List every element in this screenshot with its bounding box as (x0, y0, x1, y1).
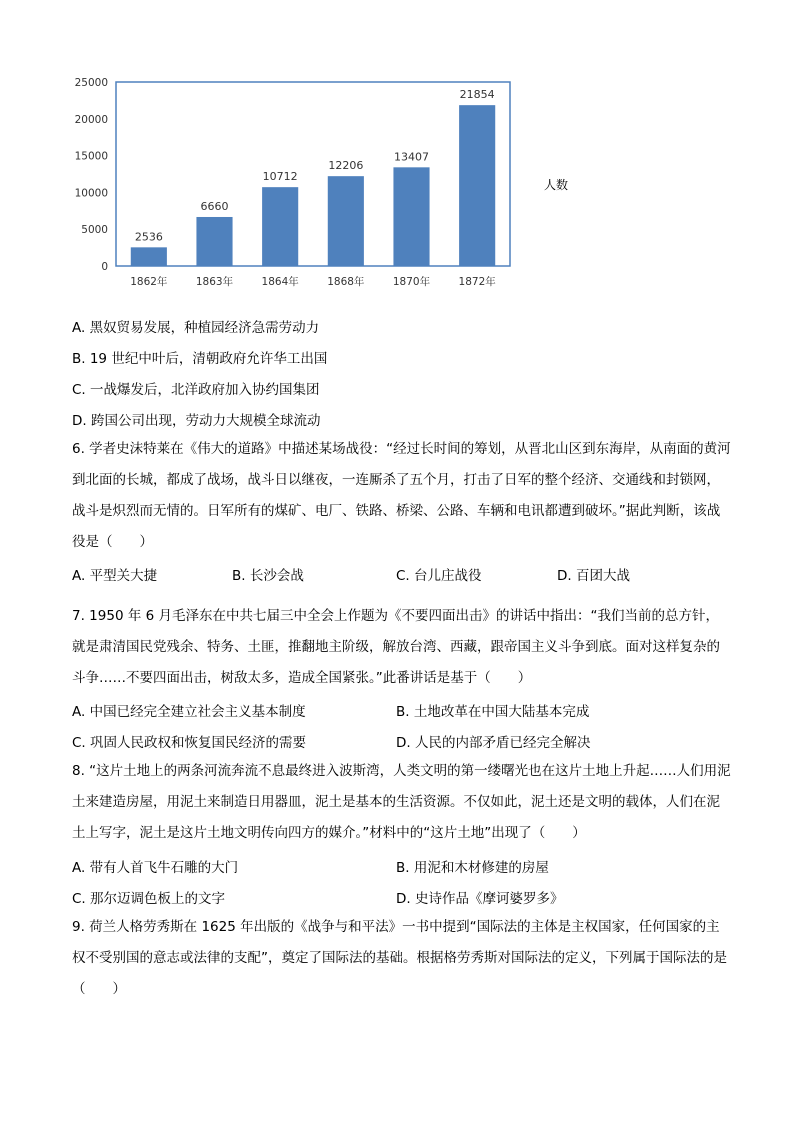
y-tick-label: 25000 (74, 77, 108, 89)
x-axis-tick-labels (130, 275, 496, 288)
q6-option-a: A. 平型关大捷 (72, 568, 158, 584)
q5-option-c: C. 一战爆发后，北洋政府加入协约国集团 (72, 382, 320, 398)
bar (459, 105, 495, 266)
q8-option-a: A. 带有人首飞牛石雕的大门 (72, 860, 239, 876)
q6-option-d: D. 百团大战 (557, 568, 630, 584)
q6-stem: 6. 学者史沫特莱在《伟大的道路》中描述某场战役：“经过长时间的筹划，从晋北山区到东海岸，从南面的黄河到北面的长城，都成了战场，战斗日以继夜，一连厮杀了五个月，打击了日军的整个经济、交通线和封锁网，战斗是炽烈而无情的。日军所有的煤矿、电厂、铁路、桥梁、公路、车辆和电讯都遭到破坏。”据此判断，该战役是（ ） (72, 441, 731, 550)
x-tick-label: 1872年 (458, 276, 496, 288)
data-labels (135, 88, 495, 243)
q5-option-b: B. 19 世纪中叶后，清朝政府允许华工出国 (72, 351, 328, 367)
q7-option-b: B. 土地改革在中国大陆基本完成 (396, 704, 590, 720)
bars (131, 105, 495, 266)
q8-option-d: D. 史诗作品《摩诃婆罗多》 (396, 891, 564, 907)
plot-frame (116, 82, 510, 266)
data-label: 6660 (200, 199, 229, 213)
q9-stem: 9. 荷兰人格劳秀斯在 1625 年出版的《战争与和平法》一书中提到“国际法的主体是主权国家，任何国家的主权不受别国的意志或法律的支配”，奠定了国际法的基础。根据格劳秀斯对国际法的定义，下列属于国际法的是（ ） (72, 919, 727, 997)
q7-option-d: D. 人民的内部矛盾已经完全解决 (396, 735, 591, 751)
x-tick-label: 1870年 (392, 276, 431, 288)
q6-option-b: B. 长沙会战 (232, 568, 304, 584)
y-axis-tick-labels (75, 77, 108, 273)
data-label: 21854 (459, 88, 495, 102)
bar (393, 167, 429, 266)
data-label: 10712 (262, 170, 298, 184)
q8-stem: 8. “这片土地上的两条河流奔流不息最终进入波斯湾，人类文明的第一缕曙光也在这片土地上升起……人们用泥土来建造房屋，用泥土来制造日用器皿，泥土是基本的生活资源。不仅如此，泥土还是文明的载体，人们在泥土上写字，泥土是这片土地文明传向四方的媒介。”材料中的“这片土地”出现了（ ） (72, 763, 731, 841)
q7-stem: 7. 1950 年 6 月毛泽东在中共七届三中全会上作题为《不要四面出击》的讲话中指出：“我们当前的总方针，就是肃清国民党残余、特务、土匪，推翻地主阶级，解放台湾、西藏，跟帝国主义斗争到底。面对这样复杂的斗争……不要四面出击，树敌太多，造成全国紧张。”此番讲话是基于（ ） (72, 608, 720, 686)
y-tick-label: 0 (101, 261, 108, 273)
x-tick-label: 1863年 (195, 276, 234, 288)
bar (262, 187, 298, 266)
bar (131, 247, 167, 266)
bar (328, 176, 364, 266)
legend-label: 人数 (544, 178, 569, 192)
q5-option-a: A. 黑奴贸易发展，种植园经济急需劳动力 (72, 320, 320, 336)
q7-option-c: C. 巩固人民政权和恢复国民经济的需要 (72, 735, 307, 751)
bar-chart (60, 70, 530, 295)
q8-option-b: B. 用泥和木材修建的房屋 (396, 860, 549, 876)
data-label: 12206 (328, 159, 364, 173)
y-tick-label: 15000 (74, 150, 108, 163)
y-tick-label: 20000 (74, 113, 108, 126)
q7-option-a: A. 中国已经完全建立社会主义基本制度 (72, 704, 306, 720)
bar (196, 217, 232, 266)
q5-option-d: D. 跨国公司出现，劳动力大规模全球流动 (72, 413, 321, 429)
q6-option-c: C. 台儿庄战役 (396, 568, 482, 584)
x-tick-label: 1864年 (261, 276, 299, 288)
data-label: 13407 (394, 150, 429, 164)
q8-option-c: C. 那尔迈调色板上的文字 (72, 891, 226, 907)
x-tick-label: 1862年 (130, 276, 168, 288)
y-tick-label: 10000 (74, 187, 108, 200)
x-tick-label: 1868年 (327, 276, 365, 288)
y-tick-label: 5000 (81, 224, 108, 237)
data-label: 2536 (134, 230, 163, 244)
